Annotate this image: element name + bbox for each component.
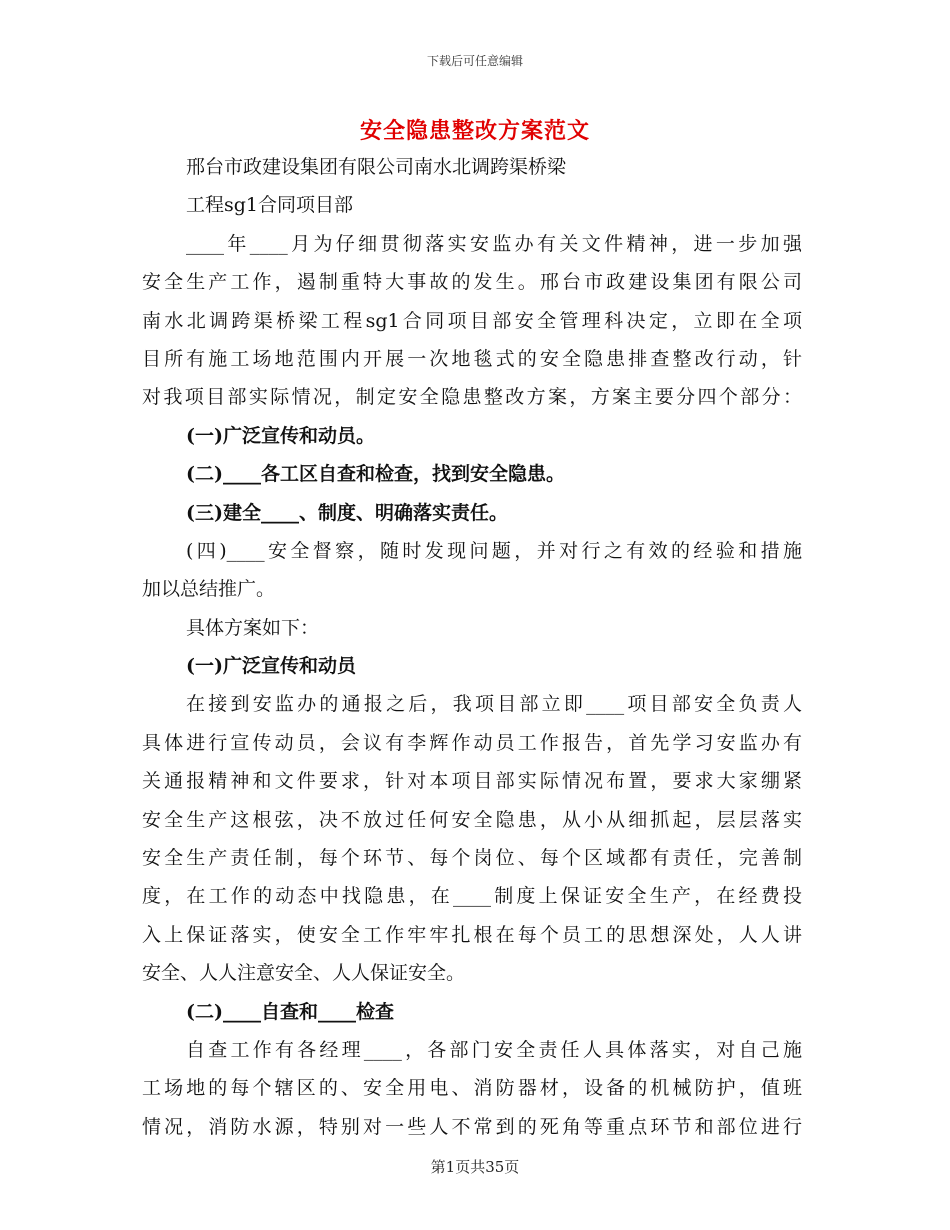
paragraph-line: 在接到安监办的通报之后，我项目部立即____项目部安全负责人 (186, 693, 802, 716)
document-body (142, 148, 802, 1146)
section-heading: (一)广泛宣传和动员 (186, 655, 356, 678)
paragraph-line: 目所有施工场地范围内开展一次地毯式的安全隐患排查整改行动，针 (142, 347, 802, 370)
paragraph-line: 具体进行宣传动员，会议有李辉作动员工作报告，首先学习安监办有 (142, 731, 802, 754)
section-heading: (一)广泛宣传和动员。 (186, 424, 375, 447)
section-heading: (二)____自查和____检查 (186, 1000, 394, 1023)
paragraph-line: 加以总结推广。 (142, 578, 276, 601)
document-title: 安全隐患整改方案范文 (359, 118, 590, 144)
paragraph-line: 对我项目部实际情况，制定安全隐患整改方案，方案主要分四个部分： (142, 386, 802, 409)
paragraph-line: 安全、人人注意安全、人人保证安全。 (142, 962, 466, 985)
page-header-note: 下载后可任意编辑 (426, 54, 523, 68)
paragraph-line: 关通报精神和文件要求，针对本项目部实际情况布置，要求大家绷紧 (142, 770, 802, 793)
paragraph-line: 邢台市政建设集团有限公司南水北调跨渠桥梁 (186, 156, 567, 178)
page-number: 第1页共35页 (430, 1158, 520, 1176)
paragraph-line: 自查工作有各经理____，各部门安全责任人具体落实，对自己施 (186, 1038, 802, 1061)
paragraph-line: 度，在工作的动态中找隐患，在____制度上保证安全生产，在经费投 (142, 885, 802, 908)
paragraph-line: 入上保证落实，使安全工作牢牢扎根在每个员工的思想深处，人人讲 (142, 923, 802, 946)
paragraph-line: 南水北调跨渠桥梁工程sg1合同项目部安全管理科决定，立即在全项 (142, 309, 802, 332)
section-heading: (二)____各工区自查和检查，找到安全隐患。 (186, 463, 565, 486)
paragraph-line: 安全生产这根弦，决不放过任何安全隐患，从小从细抓起，层层落实 (142, 808, 802, 831)
paragraph-line: 具体方案如下： (186, 616, 320, 639)
paragraph-line: 工程sg1合同项目部 (186, 194, 354, 217)
paragraph-line: 安全生产责任制，每个环节、每个岗位、每个区域都有责任，完善制 (142, 847, 802, 870)
section-heading: (三)建全____、制度、明确落实责任。 (186, 501, 508, 524)
paragraph-line: ____年____月为仔细贯彻落实安监办有关文件精神，进一步加强 (186, 232, 802, 255)
paragraph-line: 工场地的每个辖区的、安全用电、消防器材，设备的机械防护，值班 (142, 1077, 802, 1100)
paragraph-line: (四)____安全督察，随时发现问题，并对行之有效的经验和措施 (186, 539, 802, 562)
paragraph-line: 情况，消防水源，特别对一些人不常到的死角等重点环节和部位进行 (142, 1115, 802, 1138)
paragraph-line: 安全生产工作，遏制重特大事故的发生。邢台市政建设集团有限公司 (142, 271, 802, 294)
